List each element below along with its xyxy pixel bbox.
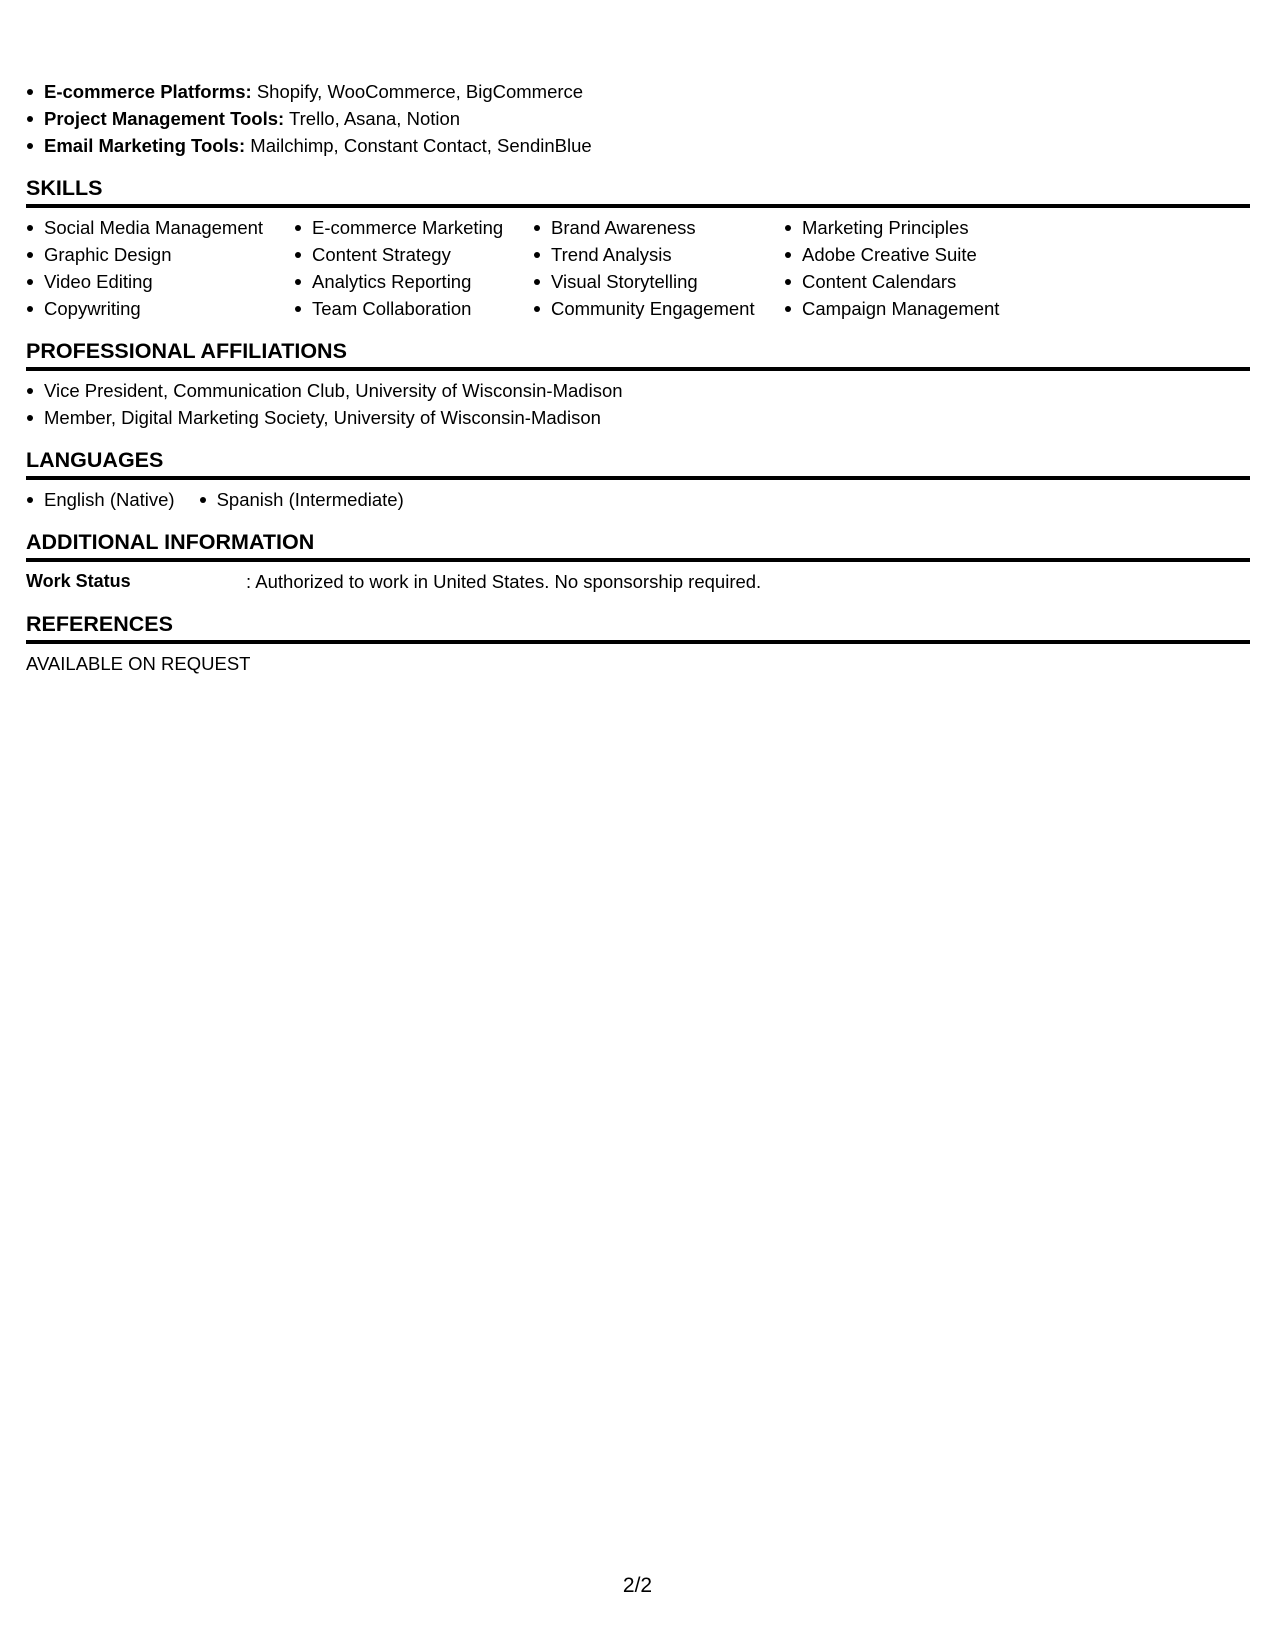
skill-item: Trend Analysis bbox=[533, 241, 784, 268]
skill-item: Brand Awareness bbox=[533, 214, 784, 241]
section-heading-additional-information: ADDITIONAL INFORMATION bbox=[26, 527, 1250, 562]
section-heading-references: REFERENCES bbox=[26, 609, 1250, 644]
tool-category-label: Email Marketing Tools: bbox=[44, 135, 246, 156]
language-item: English (Native) bbox=[26, 486, 175, 513]
tool-category-value: Trello, Asana, Notion bbox=[289, 108, 461, 129]
skill-item: Copywriting bbox=[26, 295, 294, 322]
tools-list bbox=[26, 78, 1250, 159]
languages-section bbox=[26, 445, 1250, 513]
affiliations-section bbox=[26, 336, 1250, 431]
section-heading-languages: LANGUAGES bbox=[26, 445, 1250, 480]
work-status-row bbox=[26, 568, 1250, 595]
tool-category-label: E-commerce Platforms: bbox=[44, 81, 252, 102]
skills-column bbox=[533, 214, 784, 322]
languages-list bbox=[26, 486, 1250, 513]
skills-column bbox=[294, 214, 533, 322]
list-item bbox=[26, 132, 1250, 159]
resume-page bbox=[26, 78, 1250, 677]
list-item bbox=[26, 105, 1250, 132]
skill-item: Social Media Management bbox=[26, 214, 294, 241]
skill-item: Campaign Management bbox=[784, 295, 1044, 322]
additional-info-section bbox=[26, 527, 1250, 595]
section-heading-skills: SKILLS bbox=[26, 173, 1250, 208]
affiliation-item: Member, Digital Marketing Society, University of Wisconsin-Madison bbox=[26, 404, 1250, 431]
skill-item: Community Engagement bbox=[533, 295, 784, 322]
skill-item: Marketing Principles bbox=[784, 214, 1044, 241]
page-number: 2/2 bbox=[622, 1574, 653, 1597]
skills-column bbox=[784, 214, 1044, 322]
skills-section bbox=[26, 173, 1250, 322]
skill-item: Content Strategy bbox=[294, 241, 533, 268]
tool-category-value: Shopify, WooCommerce, BigCommerce bbox=[256, 81, 584, 102]
skills-grid bbox=[26, 214, 1250, 322]
skill-item: Content Calendars bbox=[784, 268, 1044, 295]
section-heading-affiliations: PROFESSIONAL AFFILIATIONS bbox=[26, 336, 1250, 371]
skill-item: Team Collaboration bbox=[294, 295, 533, 322]
skill-item: Visual Storytelling bbox=[533, 268, 784, 295]
tool-category-label: Project Management Tools: bbox=[44, 108, 285, 129]
skill-item: Video Editing bbox=[26, 268, 294, 295]
list-item bbox=[26, 78, 1250, 105]
skill-item: Analytics Reporting bbox=[294, 268, 533, 295]
tool-category-value: Mailchimp, Constant Contact, SendinBlue bbox=[250, 135, 592, 156]
references-section bbox=[26, 609, 1250, 677]
references-text: AVAILABLE ON REQUEST bbox=[26, 653, 251, 674]
work-status-value: : Authorized to work in United States. No sponsorship required. bbox=[246, 571, 762, 592]
language-item: Spanish (Intermediate) bbox=[199, 486, 404, 513]
skill-item: E-commerce Marketing bbox=[294, 214, 533, 241]
affiliation-item: Vice President, Communication Club, University of Wisconsin-Madison bbox=[26, 377, 1250, 404]
affiliations-list bbox=[26, 377, 1250, 431]
work-status-label: Work Status bbox=[26, 571, 131, 591]
skill-item: Adobe Creative Suite bbox=[784, 241, 1044, 268]
skill-item: Graphic Design bbox=[26, 241, 294, 268]
skills-column bbox=[26, 214, 294, 322]
